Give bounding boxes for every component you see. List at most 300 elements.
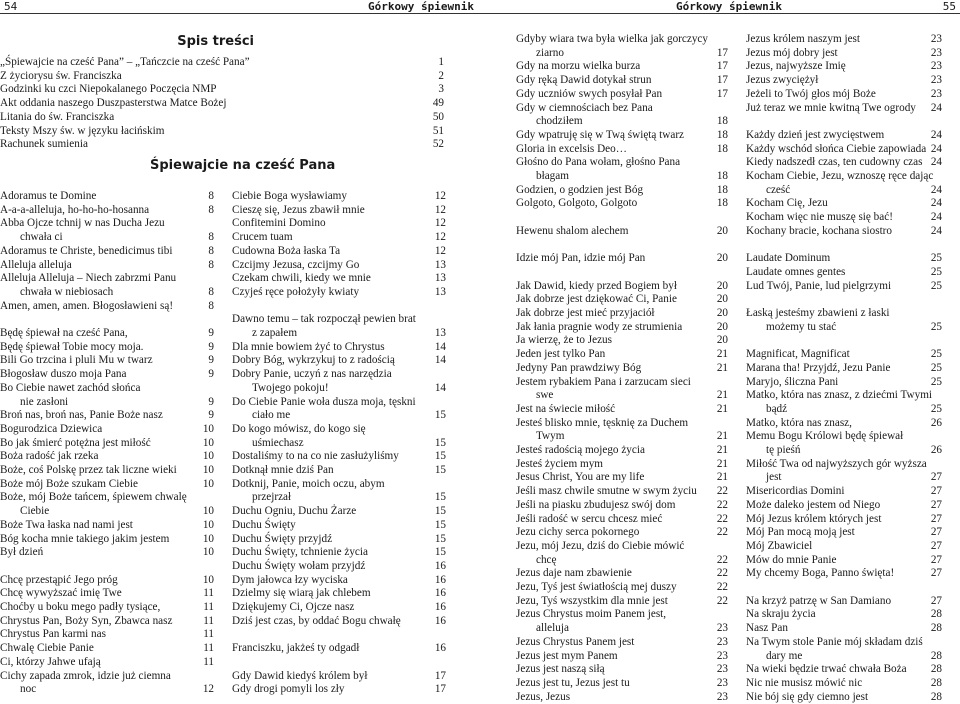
entry-page: 8: [208, 244, 214, 257]
entry-page: 27: [930, 594, 942, 607]
entry-title: Boże, mój Boże tańcem, śpiewem chwalę: [0, 491, 187, 504]
list-item: [0, 272, 214, 286]
entry-title: Błogosław duszo moja Pana: [0, 368, 127, 381]
list-item: [232, 491, 446, 505]
entry-title: Mów do mnie Panie: [746, 553, 837, 566]
list-item: [516, 444, 728, 458]
entry-page: 18: [716, 183, 728, 196]
entry-page: 8: [208, 285, 214, 298]
list-item: [0, 656, 214, 670]
entry-title: Jestem rybakiem Pana i zarzucam sieci: [516, 375, 691, 388]
list-item: [516, 608, 728, 622]
list-item: [0, 533, 214, 547]
list-item: [516, 636, 728, 650]
entry-page: [724, 417, 728, 431]
entry-page: 21: [716, 402, 728, 415]
list-item: [0, 286, 214, 300]
entry-title: Idzie mój Pan, idzie mój Pan: [516, 252, 646, 265]
toc-item-page: 52: [432, 138, 444, 151]
list-item: [232, 245, 446, 259]
entry-title: Alleluja Alleluja – Niech zabrzmi Panu: [0, 272, 177, 285]
spacer: [746, 239, 942, 253]
toc-item-page: 50: [432, 110, 444, 123]
list-item: [0, 683, 214, 697]
list-item: [0, 190, 214, 204]
entry-title: noc: [20, 683, 37, 696]
entry-page: 14: [434, 340, 446, 353]
entry-page: 24: [930, 224, 942, 237]
spacer: [746, 581, 942, 595]
list-item: [232, 190, 446, 204]
entry-title: Nic nie musisz mówić nic: [746, 676, 863, 689]
entry-title: A-a-a-alleluja, ho-ho-ho-hosanna: [0, 203, 150, 216]
entry-page: 10: [202, 477, 214, 490]
header-rule: [0, 13, 480, 14]
entry-title: Dawno temu – tak rozpoczął pewien brat: [232, 313, 416, 326]
entry-title: przejrzał: [252, 491, 292, 504]
entry-title: Gdy w ciemnościach bez Pana: [516, 101, 653, 114]
entry-page: 15: [434, 546, 446, 559]
list-item: [746, 266, 942, 280]
list-item: [232, 313, 446, 327]
list-item: [516, 458, 728, 472]
list-item: [516, 252, 728, 266]
entry-title: Dostaliśmy to na co nie zasłużyliśmy: [232, 450, 399, 463]
entry-title: Bo jak śmierć potężna jest miłość: [0, 436, 151, 449]
entry-title: Czcijmy Jezusa, czcijmy Go: [232, 258, 360, 271]
list-item: [746, 60, 942, 74]
list-item: [746, 348, 942, 362]
entry-page: 11: [203, 655, 214, 668]
toc-item-title: Godzinki ku czci Niepokalanego Poczęcia NMP: [0, 83, 217, 96]
entry-page: 23: [716, 690, 728, 703]
entry-page: 24: [930, 101, 942, 114]
entry-title: Cieszę się, Jezus zbawił mnie: [232, 203, 365, 216]
entry-page: 22: [716, 581, 728, 594]
entry-title: alleluja: [536, 622, 569, 635]
entry-page: [938, 458, 942, 472]
entry-title: Jak Dawid, kiedy przed Bogiem był: [516, 279, 677, 292]
list-item: [232, 354, 446, 368]
entry-page: 13: [434, 258, 446, 271]
left-page-header: [0, 0, 480, 13]
entry-page: 8: [208, 299, 214, 312]
entry-page: 10: [202, 422, 214, 435]
list-item: [516, 60, 728, 74]
toc-item[interactable]: [0, 111, 444, 125]
list-item: [516, 33, 728, 47]
entry-page: 23: [716, 622, 728, 635]
list-item: [232, 574, 446, 588]
list-item: [516, 307, 728, 321]
entry-page: 22: [716, 512, 728, 525]
list-item: [516, 581, 728, 595]
toc-item-page: 51: [432, 124, 444, 137]
list-item: [0, 519, 214, 533]
entry-title: Jeśli na piasku zbudujesz swój dom: [516, 498, 676, 511]
entry-page: 13: [434, 285, 446, 298]
entry-title: możemy tu stać: [766, 320, 837, 333]
entry-title: Miłość Twa od najwyższych gór wyższa: [746, 457, 927, 470]
index-column-2: [746, 33, 942, 704]
spacer: [746, 115, 942, 129]
entry-page: 11: [203, 601, 214, 614]
entry-page: 10: [202, 450, 214, 463]
entry-title: Jesteś blisko mnie, tęsknię za Duchem: [516, 416, 689, 429]
entry-title: Duchu Święty, tchnienie życia: [232, 546, 368, 559]
entry-title: Memu Bogu Królowi będę śpiewał: [746, 430, 904, 443]
entry-title: dary me: [766, 649, 803, 662]
entry-page: 12: [434, 190, 446, 202]
entry-title: Ci, którzy Jahwe ufają: [0, 655, 101, 668]
entry-page: 10: [202, 505, 214, 518]
entry-page: 17: [716, 46, 728, 59]
list-item: [0, 396, 214, 410]
toc-item-title: Litania do św. Franciszka: [0, 110, 115, 123]
toc-item[interactable]: [0, 138, 444, 152]
list-item: [516, 280, 728, 294]
entry-title: Confitemini Domino: [232, 217, 326, 230]
spacer: [232, 656, 446, 670]
list-item: [0, 437, 214, 451]
section-title: Śpiewajcie na cześć Pana: [150, 158, 336, 173]
entry-page: 27: [930, 567, 942, 580]
entry-page: 27: [930, 485, 942, 498]
list-item: [0, 217, 214, 231]
list-item: [232, 450, 446, 464]
entry-title: tę pieśń: [766, 444, 801, 457]
entry-title: Mój Jezus królem których jest: [746, 512, 882, 525]
list-item: [232, 615, 446, 629]
list-item: [516, 595, 728, 609]
index-column-1: [0, 190, 214, 697]
entry-page: [938, 389, 942, 403]
list-item: [746, 184, 942, 198]
list-item: [746, 156, 942, 170]
list-item: [232, 587, 446, 601]
entry-title: Czyjeś ręce położyły kwiaty: [232, 285, 360, 298]
list-item: [0, 601, 214, 615]
list-item: [746, 499, 942, 513]
entry-title: Boże, coś Polskę przez tak liczne wieki: [0, 464, 177, 477]
entry-page: 15: [434, 491, 446, 504]
entry-page: 27: [930, 471, 942, 484]
list-item: [232, 437, 446, 451]
entry-title: Chrystus Pan, Boży Syn, Zbawca nasz: [0, 614, 173, 627]
entry-page: 24: [930, 211, 942, 224]
entry-page: 22: [716, 526, 728, 539]
list-item: [232, 368, 446, 382]
entry-page: 28: [930, 649, 942, 662]
toc-item[interactable]: [0, 97, 444, 111]
entry-page: 20: [716, 293, 728, 306]
entry-title: Bogurodzica Dziewica: [0, 422, 103, 435]
list-item: [0, 245, 214, 259]
entry-page: 24: [930, 183, 942, 196]
entry-page: 13: [434, 272, 446, 285]
entry-title: Hewenu shalom alechem: [516, 224, 629, 237]
entry-page: [938, 170, 942, 184]
entry-title: Jeśli radość w sercu chcesz mieć: [516, 512, 663, 525]
list-item: [516, 663, 728, 677]
entry-title: Bili Go trzcina i pluli Mu w twarz: [0, 354, 153, 367]
list-item: [232, 533, 446, 547]
entry-page: [724, 376, 728, 390]
list-item: [232, 464, 446, 478]
entry-title: Adoramus te Christe, benedicimus tibi: [0, 244, 173, 257]
entry-title: Dziś jest czas, by oddać Bogu chwałę: [232, 614, 401, 627]
entry-page: [442, 313, 446, 327]
list-item: [232, 231, 446, 245]
list-item: [0, 642, 214, 656]
entry-page: 15: [434, 532, 446, 545]
toc-item[interactable]: [0, 56, 444, 70]
entry-title: Kiedy nadszedł czas, ten cudowny czas: [746, 156, 923, 169]
index-column-2: [232, 190, 446, 697]
entry-title: Gdyby wiara twa była wielka jak gorczycy: [516, 33, 708, 45]
entry-page: 12: [434, 217, 446, 230]
list-item: [0, 478, 214, 492]
spacer: [0, 313, 214, 327]
list-item: [232, 272, 446, 286]
toc-item-title: Rachunek sumienia: [0, 138, 88, 151]
list-item: [746, 88, 942, 102]
spacer: [0, 560, 214, 574]
entry-page: 27: [930, 512, 942, 525]
entry-title: Maryjo, śliczna Pani: [746, 375, 839, 388]
entry-title: Gdy uczniów swych posyłał Pan: [516, 87, 663, 100]
entry-title: Boże Twa łaska nad nami jest: [0, 518, 133, 531]
toc-item[interactable]: [0, 83, 444, 97]
entry-page: [724, 102, 728, 116]
entry-title: Golgoto, Golgoto, Golgoto: [516, 197, 638, 210]
entry-title: Kocham Ciebie, Jezu, wznoszę ręce dając: [746, 170, 934, 183]
entry-page: 9: [208, 340, 214, 353]
entry-page: 13: [434, 327, 446, 340]
list-item: [0, 450, 214, 464]
entry-page: 14: [434, 354, 446, 367]
list-item: [516, 102, 728, 116]
entry-page: [210, 382, 214, 396]
list-item: [516, 334, 728, 348]
list-item: [0, 491, 214, 505]
entry-title: Jeśli masz chwile smutne w swym życiu: [516, 485, 697, 498]
page-number: 54: [4, 0, 18, 13]
list-item: [746, 430, 942, 444]
entry-page: [442, 368, 446, 382]
entry-page: 25: [930, 375, 942, 388]
entry-page: 23: [930, 74, 942, 87]
entry-page: 10: [202, 518, 214, 531]
list-item: [516, 225, 728, 239]
entry-page: 14: [434, 381, 446, 394]
entry-page: 18: [716, 197, 728, 210]
entry-title: błagam: [536, 170, 569, 183]
list-item: [232, 546, 446, 560]
entry-page: 10: [202, 464, 214, 477]
list-item: [232, 642, 446, 656]
entry-page: [210, 491, 214, 505]
entry-title: Jezu cichy serca pokornego: [516, 526, 640, 539]
entry-title: Jezus mój dobry jest: [746, 46, 838, 59]
list-item: [746, 74, 942, 88]
entry-title: Bóg kocha mnie takiego jakim jestem: [0, 532, 170, 545]
toc-item-title: „Śpiewajcie na cześć Pana” – „Tańczcie na cześć Pana”: [0, 56, 250, 68]
entry-title: Dotknął mnie dziś Pan: [232, 464, 334, 477]
list-item: [0, 382, 214, 396]
entry-title: Jezu, Tyś jest światłością mej duszy: [516, 581, 677, 594]
entry-title: Dobry Bóg, wykrzykuj to z radością: [232, 354, 395, 367]
entry-title: uśmiechasz: [252, 436, 304, 449]
entry-page: [442, 478, 446, 492]
entry-page: 28: [930, 690, 942, 703]
list-item: [0, 423, 214, 437]
entry-title: Chcę wywyższać imię Twe: [0, 587, 122, 600]
list-item: [746, 417, 942, 431]
entry-page: 28: [930, 663, 942, 676]
toc-item[interactable]: [0, 70, 444, 84]
entry-title: Jeżeli to Twój głos mój Boże: [746, 87, 876, 100]
list-item: [232, 670, 446, 684]
list-item: [516, 430, 728, 444]
entry-page: 25: [930, 279, 942, 292]
entry-page: 28: [930, 608, 942, 621]
entry-title: Dobry Panie, uczyń z nas narzędzia: [232, 368, 392, 381]
entry-page: 15: [434, 436, 446, 449]
entry-title: Laudate Dominum: [746, 252, 831, 265]
entry-title: Boże mój Boże szukam Ciebie: [0, 477, 138, 490]
entry-title: Gdy wpatruję się w Twą świętą twarz: [516, 128, 685, 141]
entry-page: [210, 670, 214, 684]
entry-title: Jak dobrze jest mieć przyjaciół: [516, 307, 655, 320]
list-item: [0, 670, 214, 684]
list-item: [0, 327, 214, 341]
entry-page: 17: [716, 74, 728, 87]
entry-title: Dla mnie bowiem żyć to Chrystus: [232, 340, 385, 353]
table-of-contents: [0, 34, 444, 152]
toc-item-title: Akt oddania naszego Duszpasterstwa Matce Bożej: [0, 97, 227, 110]
entry-page: 12: [434, 203, 446, 216]
list-item: [746, 197, 942, 211]
list-item: [0, 300, 214, 314]
entry-title: z zapałem: [252, 327, 298, 340]
list-item: [746, 554, 942, 568]
entry-page: 17: [716, 60, 728, 73]
entry-page: 16: [434, 642, 446, 655]
entry-title: Jezu, mój Jezu, dziś do Ciebie mówić: [516, 539, 685, 552]
entry-page: 10: [202, 532, 214, 545]
list-item: [516, 143, 728, 157]
entry-page: 28: [930, 676, 942, 689]
entry-page: 17: [716, 87, 728, 100]
entry-title: ciało me: [252, 409, 291, 422]
toc-item-page: 49: [432, 97, 444, 110]
entry-page: 23: [930, 60, 942, 73]
list-item: [746, 389, 942, 403]
entry-page: [724, 33, 728, 47]
entry-page: 23: [716, 649, 728, 662]
entry-title: Mój Zbawiciel: [746, 539, 813, 552]
entry-title: jest: [766, 471, 782, 484]
entry-title: Może daleko jestem od Niego: [746, 498, 881, 511]
toc-item-page: 3: [438, 83, 444, 96]
list-item: [746, 225, 942, 239]
entry-title: Był dzień: [0, 546, 44, 559]
list-item: [516, 197, 728, 211]
entry-title: Lud Twój, Panie, lud pielgrzymi: [746, 279, 892, 292]
entry-title: Twojego pokoju!: [252, 381, 329, 394]
list-item: [0, 628, 214, 642]
list-item: [516, 403, 728, 417]
spacer: [232, 628, 446, 642]
list-item: [746, 33, 942, 47]
list-item: [232, 204, 446, 218]
list-item: [0, 505, 214, 519]
entry-title: Każdy wschód słońca Ciebie zapowiada: [746, 142, 927, 155]
entry-page: 20: [716, 279, 728, 292]
entry-page: 20: [716, 320, 728, 333]
entry-title: Jezus jest tu, Jezus jest tu: [516, 677, 630, 689]
entry-title: bądź: [766, 402, 788, 415]
entry-page: 23: [930, 87, 942, 100]
list-item: [0, 341, 214, 355]
toc-item[interactable]: [0, 125, 444, 139]
list-item: [0, 464, 214, 478]
list-item: [746, 540, 942, 554]
list-item: [232, 519, 446, 533]
toc-item-page: 1: [438, 56, 444, 68]
entry-title: Chrystus Pan karmi nas: [0, 628, 106, 641]
list-item: [516, 321, 728, 335]
entry-page: 20: [716, 334, 728, 347]
list-item: [746, 608, 942, 622]
entry-page: [938, 636, 942, 650]
toc-item-title: Z życiorysu św. Franciszka: [0, 69, 122, 82]
right-page-header: [480, 0, 960, 13]
entry-page: 11: [203, 614, 214, 627]
list-item: [746, 321, 942, 335]
entry-page: 25: [930, 348, 942, 361]
entry-page: 9: [208, 395, 214, 408]
entry-title: Każdy dzień jest zwycięstwem: [746, 128, 885, 141]
entry-title: Jeden jest tylko Pan: [516, 348, 606, 361]
entry-page: [210, 272, 214, 286]
entry-page: 23: [930, 46, 942, 59]
entry-title: Kochany bracie, kochana siostro: [746, 224, 893, 237]
entry-page: 21: [716, 348, 728, 361]
entry-title: Misericordias Domini: [746, 485, 845, 498]
list-item: [516, 389, 728, 403]
entry-title: Boża radość jak rzeka: [0, 450, 99, 463]
entry-page: 21: [716, 430, 728, 443]
entry-title: Ciebie: [20, 505, 50, 518]
entry-page: 22: [716, 553, 728, 566]
entry-title: Godzien, o godzien jest Bóg: [516, 183, 644, 196]
entry-page: 25: [930, 252, 942, 265]
list-item: [746, 458, 942, 472]
entry-page: 21: [716, 361, 728, 374]
list-item: [232, 327, 446, 341]
list-item: [516, 293, 728, 307]
entry-page: 22: [716, 567, 728, 580]
entry-title: Alleluja alleluja: [0, 258, 72, 271]
entry-page: [938, 430, 942, 444]
entry-title: chwała w niebiosach: [20, 285, 114, 298]
entry-title: Gloria in excelsis Deo…: [516, 142, 627, 155]
entry-page: 21: [716, 444, 728, 457]
entry-title: chcę: [536, 553, 557, 566]
entry-title: Jezus Chrystus moim Panem jest,: [516, 608, 667, 621]
